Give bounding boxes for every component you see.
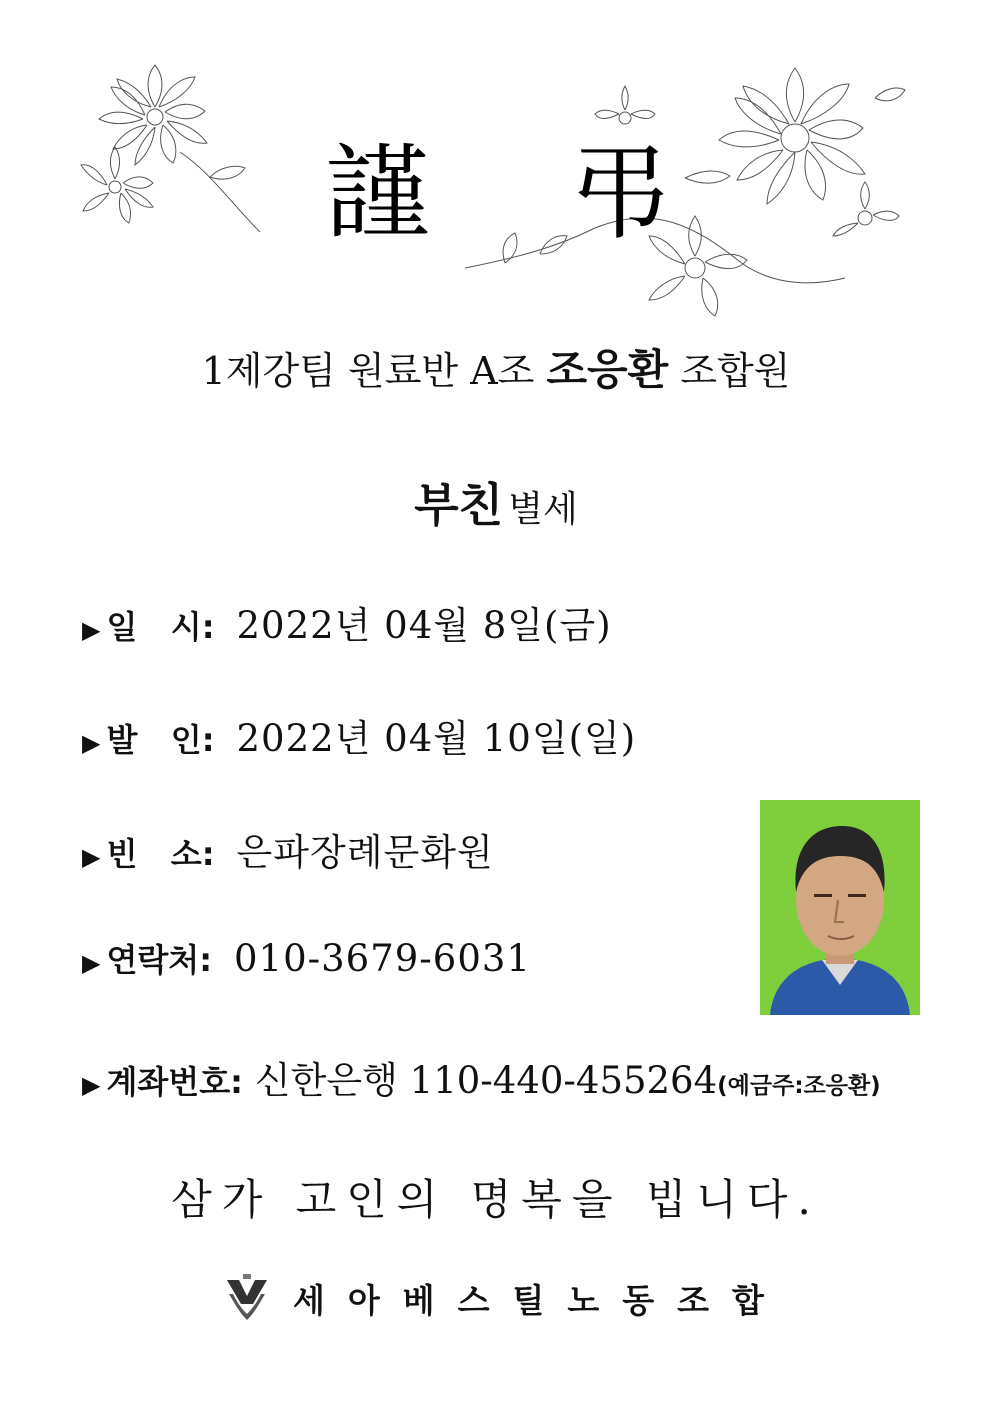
detail-row-account: [82, 1050, 881, 1110]
closing-message: 삼가 고인의 명복을 빕니다.: [171, 1175, 821, 1224]
member-heading: [0, 340, 992, 401]
portrait-figure: [760, 800, 920, 1015]
detail-value: 2022년 04월 8일(금): [236, 604, 612, 647]
detail-value: 신한은행 110-440-455264: [254, 1059, 718, 1102]
title: [0, 128, 992, 258]
triangle-bullet-icon: ▶: [82, 843, 101, 871]
detail-row-datetime: [82, 595, 612, 655]
triangle-bullet-icon: ▶: [82, 729, 101, 757]
account-holder: (예금주:조응환): [717, 1073, 881, 1099]
union-signature: [225, 1268, 787, 1328]
member-team: 1제강팀 원료반 A조: [201, 349, 535, 393]
detail-value: 2022년 04월 10일(일): [236, 717, 637, 760]
detail-label: 빈 소: [106, 835, 202, 873]
detail-colon: :: [201, 721, 215, 759]
relation-line: [0, 470, 992, 551]
detail-colon: :: [201, 835, 215, 873]
detail-row-contact: [82, 935, 531, 995]
detail-row-departure: [82, 708, 636, 768]
detail-colon: :: [230, 1063, 243, 1101]
detail-label: 발 인: [106, 721, 202, 759]
triangle-bullet-icon: ▶: [82, 1071, 101, 1099]
detail-label: 일 시: [106, 608, 202, 646]
detail-colon: :: [199, 941, 213, 979]
union-logo-icon: [225, 1274, 269, 1322]
detail-value: 은파장례문화원: [236, 831, 494, 874]
title-char-mourn: 謹: [325, 132, 430, 254]
triangle-bullet-icon: ▶: [82, 949, 101, 977]
member-name: 조응환: [546, 345, 669, 394]
detail-label: 연락처: [106, 941, 200, 979]
member-title: 조합원: [680, 349, 791, 393]
detail-colon: :: [201, 608, 215, 646]
relation-status: 별세: [508, 489, 578, 530]
portrait-photo: [760, 800, 920, 1015]
detail-value: 010-3679-6031: [234, 937, 531, 980]
union-name: 세아베스틸노동조합: [293, 1280, 787, 1320]
detail-row-funeral-hall: [82, 822, 494, 882]
title-char-condolence: 弔: [568, 132, 673, 254]
triangle-bullet-icon: ▶: [82, 616, 101, 644]
relation-label: 부친: [414, 478, 504, 532]
detail-label: 계좌번호: [106, 1063, 231, 1101]
